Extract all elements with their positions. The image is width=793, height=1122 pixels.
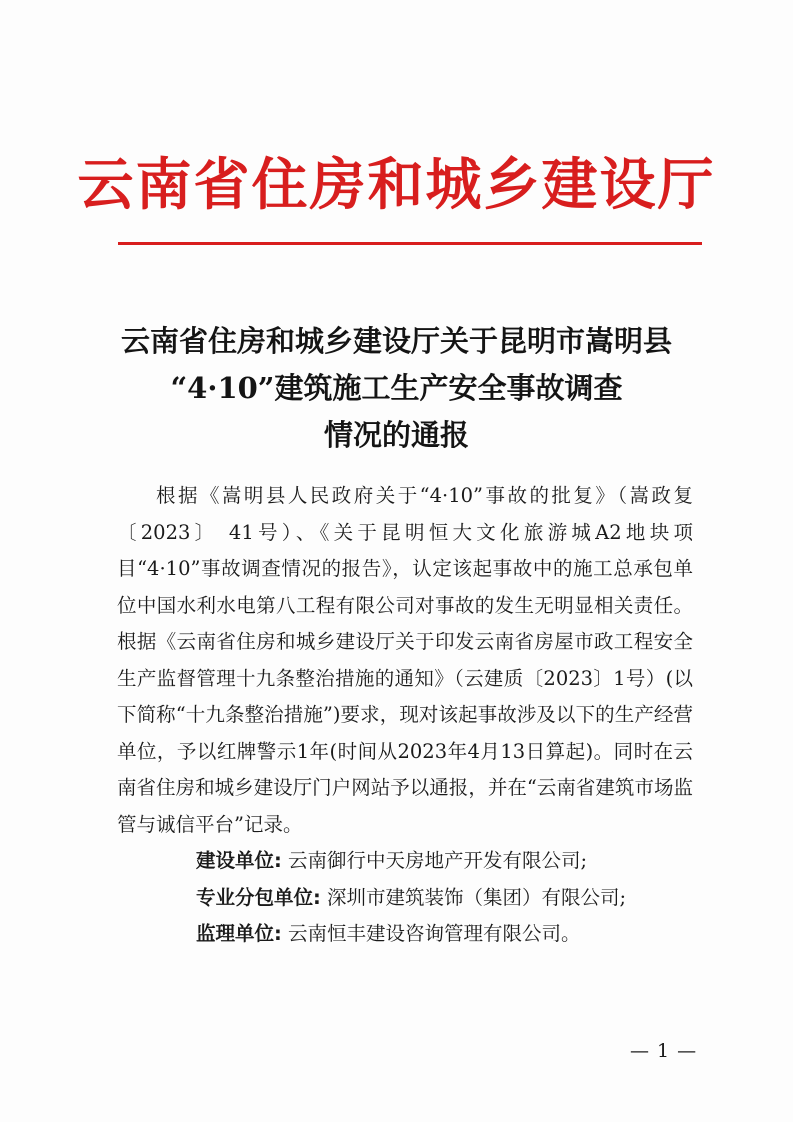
unit-label-supervision: 监理单位:	[196, 922, 282, 945]
title-line-3: 情况的通报	[323, 418, 469, 452]
unit-label-construction: 建设单位:	[196, 849, 282, 872]
body-paragraph: 根据《嵩明县人民政府关于“4·10”事故的批复》（嵩政复〔2023〕 41号）、《关于昆明恒大文化旅游城A2地块项目“4·10”事故调查情况的报告》，认定该起事故中的施工总承包单位中国水利水电第八工程有限公司对事故的发生无明显相关责任。根据《云南省住房和城乡建设厅关于印发云南省房屋市政工程安全生产监督管理十九条整治措施的通知》（云建质〔2023〕1号）(以下简称“十九条整治措施”)要求，现对该起事故涉及以下的生产经营单位，予以红牌警示1年(时间从2023年4月13日算起)。同时在云南省住房和城乡建设厅门户网站予以通报，并在“云南省建筑市场监管与诚信平台”记录。	[117, 484, 693, 836]
unit-line-supervision	[117, 916, 693, 953]
unit-line-construction	[117, 843, 693, 880]
page-number: — 1 —	[630, 1040, 698, 1062]
title-line-2: “4·10”建筑施工生产安全事故调查	[170, 371, 623, 405]
document-title	[60, 318, 733, 459]
document-body	[117, 478, 693, 953]
unit-value-subcontractor: 深圳市建筑装饰（集团）有限公司;	[320, 885, 627, 909]
unit-label-subcontractor: 专业分包单位:	[196, 885, 321, 909]
unit-line-subcontractor	[117, 880, 693, 917]
title-line-1: 云南省住房和城乡建设厅关于昆明市嵩明县	[120, 324, 672, 358]
unit-value-supervision: 云南恒丰建设咨询管理有限公司。	[281, 922, 581, 945]
letterhead-org-name: 云南省住房和城乡建设厅	[77, 152, 716, 218]
letterhead-red-rule	[118, 242, 702, 245]
unit-value-construction: 云南御行中天房地产开发有限公司;	[281, 849, 588, 872]
